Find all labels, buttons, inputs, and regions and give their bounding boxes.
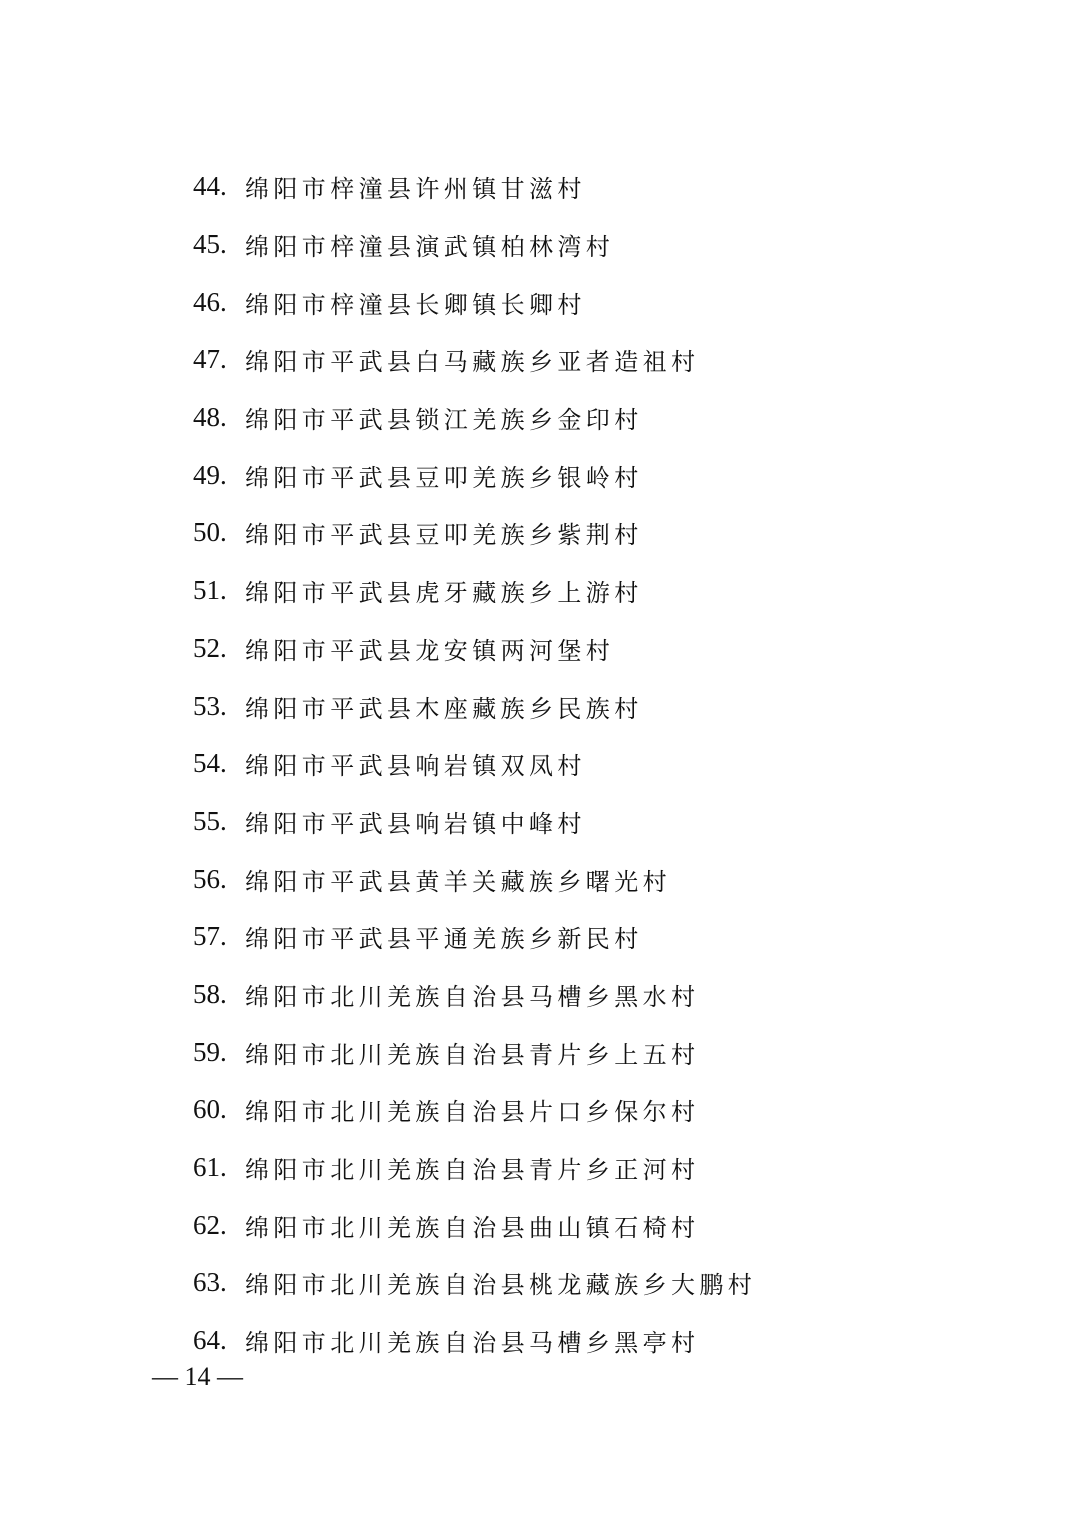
item-text: 绵阳市梓潼县许州镇甘滋村	[245, 175, 586, 204]
list-item	[193, 1139, 756, 1197]
item-text: 绵阳市北川羌族自治县马槽乡黑水村	[245, 982, 700, 1011]
item-number: 51.	[193, 575, 227, 606]
item-text: 绵阳市北川羌族自治县青片乡上五村	[245, 1040, 700, 1069]
list-item	[193, 446, 756, 504]
item-number: 57.	[193, 921, 227, 952]
item-text: 绵阳市平武县锁江羌族乡金印村	[245, 406, 643, 435]
list-item	[193, 966, 756, 1024]
list-item	[193, 389, 756, 447]
item-text: 绵阳市平武县豆叩羌族乡紫荆村	[245, 521, 643, 550]
item-number: 55.	[193, 805, 227, 836]
list-item	[193, 1081, 756, 1139]
item-number: 47.	[193, 344, 227, 375]
item-text: 绵阳市北川羌族自治县青片乡正河村	[245, 1156, 700, 1185]
item-number: 60.	[193, 1094, 227, 1125]
item-text: 绵阳市平武县白马藏族乡亚者造祖村	[245, 348, 700, 377]
item-text: 绵阳市北川羌族自治县曲山镇石椅村	[245, 1213, 700, 1242]
list-item	[193, 1196, 756, 1254]
list-item	[193, 677, 756, 735]
item-number: 49.	[193, 459, 227, 490]
item-text: 绵阳市梓潼县长卿镇长卿村	[245, 290, 586, 319]
list-item	[193, 504, 756, 562]
item-number: 48.	[193, 402, 227, 433]
item-text: 绵阳市平武县响岩镇中峰村	[245, 809, 586, 838]
item-number: 62.	[193, 1209, 227, 1240]
item-number: 64.	[193, 1325, 227, 1356]
list-item	[193, 331, 756, 389]
list-item	[193, 1023, 756, 1081]
item-number: 46.	[193, 286, 227, 317]
list-item	[193, 216, 756, 274]
item-text: 绵阳市北川羌族自治县片口乡保尔村	[245, 1098, 700, 1127]
item-text: 绵阳市北川羌族自治县桃龙藏族乡大鹏村	[245, 1271, 757, 1300]
item-text: 绵阳市平武县龙安镇两河堡村	[245, 636, 615, 665]
item-text: 绵阳市平武县豆叩羌族乡银岭村	[245, 463, 643, 492]
list-item	[193, 1312, 756, 1370]
item-text: 绵阳市平武县虎牙藏族乡上游村	[245, 579, 643, 608]
list-item	[193, 850, 756, 908]
item-number: 63.	[193, 1267, 227, 1298]
page-number: — 14 —	[152, 1362, 243, 1391]
item-number: 44.	[193, 171, 227, 202]
village-list	[193, 158, 756, 1369]
list-item	[193, 562, 756, 620]
item-number: 59.	[193, 1036, 227, 1067]
item-number: 52.	[193, 632, 227, 663]
item-number: 56.	[193, 863, 227, 894]
item-text: 绵阳市梓潼县演武镇柏林湾村	[245, 233, 615, 262]
list-item	[193, 1254, 756, 1312]
item-text: 绵阳市平武县响岩镇双凤村	[245, 752, 586, 781]
item-number: 54.	[193, 748, 227, 779]
list-item	[193, 620, 756, 678]
item-text: 绵阳市平武县黄羊关藏族乡曙光村	[245, 867, 671, 896]
item-text: 绵阳市平武县木座藏族乡民族村	[245, 694, 643, 723]
item-number: 53.	[193, 690, 227, 721]
item-number: 50.	[193, 517, 227, 548]
item-text: 绵阳市北川羌族自治县马槽乡黑亭村	[245, 1329, 700, 1358]
list-item	[193, 273, 756, 331]
item-number: 61.	[193, 1152, 227, 1183]
list-item	[193, 793, 756, 851]
item-number: 58.	[193, 978, 227, 1009]
item-number: 45.	[193, 229, 227, 260]
list-item	[193, 158, 756, 216]
item-text: 绵阳市平武县平通羌族乡新民村	[245, 925, 643, 954]
list-item	[193, 908, 756, 966]
list-item	[193, 735, 756, 793]
